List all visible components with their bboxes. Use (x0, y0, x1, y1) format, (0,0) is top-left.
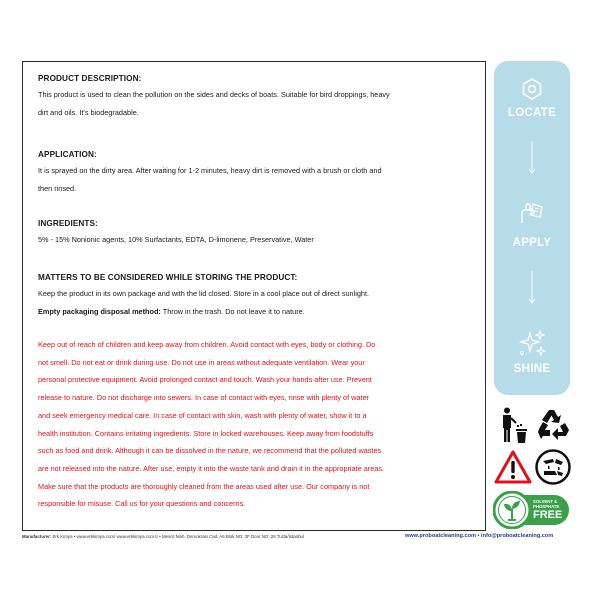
corrosive-icon (535, 449, 571, 490)
recycle-icon (536, 406, 572, 447)
warning-line: health institution. Contains irritating ingredients. Store in locked warehouses. Keep away from foodstuffs (38, 428, 374, 438)
target-icon (522, 78, 542, 105)
warning-line: such as food and drink. Although it can be dissolved in the nature, we recommend that the polluted wastes (38, 446, 382, 456)
warning-line: Make sure that the products are thoroughly cleaned from the areas used after use. Our company is not (38, 481, 370, 491)
description-line: This product is used to clean the pollution on the sides and decks of boats. Suitable for bird droppings, heavy (38, 90, 390, 99)
application-line: then rinsed. (38, 183, 77, 193)
badge-free: FREE (533, 509, 563, 521)
disposal-line (38, 303, 369, 321)
storage-line: Keep the product in its own package and with the lid closed. Store in a cool place out of direct sunlight. (38, 289, 369, 298)
warning-line: are not released into the nature. After use, empty it into the waste tank and drain it in the appropriate areas. (38, 463, 384, 473)
usage-steps-panel (494, 61, 570, 395)
step-label-shine: SHINE (513, 363, 551, 375)
manufacturer-text: Erk Kimya • www.erkkimya.com/ www.erkkimya.com.tr • Mescit Mah. Demokrasi Cad. A6 Blok NO: 3F Door NO: 28 Tuzla/İstanbul (51, 534, 304, 539)
warning-line: responsible for misuse. Call us for your questions and concerns. (38, 499, 246, 509)
application-section (38, 150, 382, 197)
solvent-phosphate-free-badge (493, 491, 571, 529)
warning-line: Keep out of reach of children and keep away from children. Avoid contact with eyes, body or clothing. Do (38, 340, 376, 349)
description-section (38, 74, 390, 121)
storage-heading: MATTERS TO BE CONSIDERED WHILE STORING THE PRODUCT: (38, 273, 298, 282)
ingredients-heading: INGREDIENTS: (38, 219, 98, 228)
badge-mid-line: PHOSPHATE (533, 504, 560, 509)
warning-line: and seek emergency medical care. In case of contact with skin, wash with plenty of water, show it to a (38, 410, 367, 420)
warning-line: personal protective equipment. Avoid prolonged contact and touch. Wash your hands after use. Prevent (38, 375, 372, 385)
manufacturer-label: Manufacturer: (22, 534, 52, 539)
description-heading: PRODUCT DESCRIPTION: (38, 74, 142, 83)
step-label-locate: LOCATE (507, 107, 557, 119)
application-line: It is sprayed on the dirty area. After waiting for 1-2 minutes, heavy dirt is removed with a brush or cloth and (38, 166, 382, 175)
manufacturer-info (22, 534, 304, 539)
warning-line: release to nature. Do not discharge into sewers. In case of contact with eyes, rinse with plenty of water (38, 393, 369, 403)
disposal-text: Throw in the trash. Do not leave it to nature. (160, 306, 305, 316)
storage-section (38, 273, 369, 320)
warning-line: not smell. Do not eat or drink during use. Do not use in areas without adequate ventilation. Wear your (38, 357, 365, 367)
wiping-hand-icon (518, 201, 546, 232)
arrow-down-icon (528, 271, 536, 310)
dispose-in-bin-icon (496, 406, 530, 449)
description-line: dirt and oils. It's biodegradable. (38, 107, 139, 117)
ingredients-line: 5% - 15% Nonionic agents, 10% Surfactants, EDTA, D-limonene, Preservative, Water (38, 235, 314, 244)
application-heading: APPLICATION: (38, 150, 97, 159)
leaf-icon (502, 499, 522, 526)
step-label-apply: APPLY (512, 237, 552, 249)
badge-top-line: SOLVENT & (533, 499, 558, 504)
disposal-label: Empty packaging disposal method: (38, 306, 161, 316)
warning-text (38, 336, 478, 513)
warning-exclamation-icon (494, 450, 532, 489)
footer (22, 533, 572, 543)
ingredients-section (38, 219, 314, 249)
arrow-down-icon (528, 141, 536, 180)
sparkles-icon (517, 329, 547, 362)
website-contact[interactable]: www.proboatcleaning.com • info@proboatcleaning.com (405, 533, 554, 539)
